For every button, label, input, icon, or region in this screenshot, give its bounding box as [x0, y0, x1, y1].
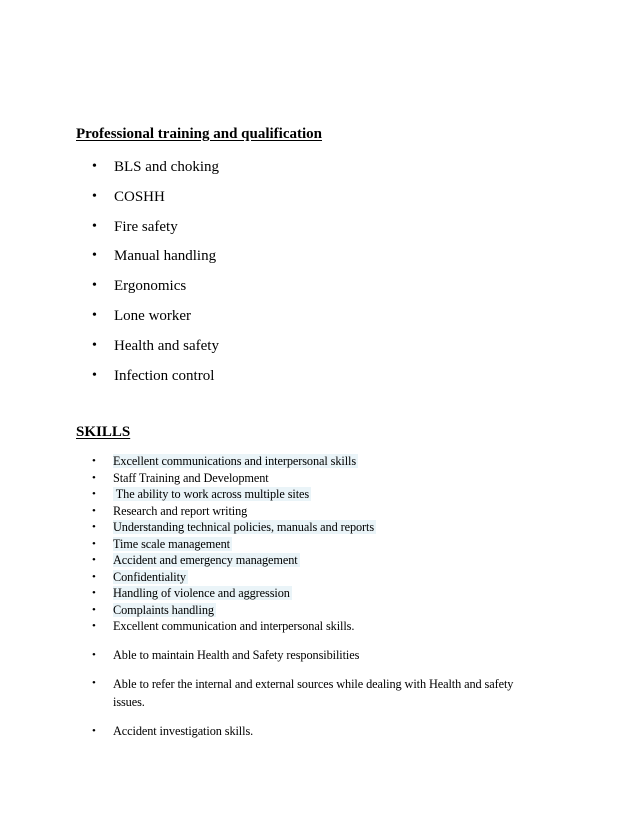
- list-item-text: Excellent communications and interpersonal skills: [113, 454, 357, 468]
- list-item: [92, 306, 219, 336]
- list-item-text: The ability to work across multiple sites: [113, 487, 310, 501]
- list-item-text: Complaints handling: [113, 602, 214, 617]
- bullet: •: [92, 570, 96, 583]
- list-item: [92, 602, 542, 619]
- list-item-text: Accident and emergency management: [113, 553, 298, 567]
- bullet: •: [92, 603, 96, 616]
- list-item: [92, 453, 542, 470]
- list-item: [92, 503, 542, 520]
- list-item-text: Ergonomics: [114, 278, 187, 295]
- list-item: [92, 246, 219, 276]
- list-item: [92, 552, 542, 569]
- list-item-text: BLS and choking: [114, 159, 219, 175]
- list-item-text: COSHH: [114, 188, 165, 205]
- bullet: •: [92, 537, 96, 550]
- list-item-text: Fire safety: [114, 218, 178, 235]
- list-item-text: Research and report writing: [113, 503, 248, 518]
- bullet: •: [92, 307, 97, 323]
- bullet: •: [92, 471, 96, 484]
- list-item: [92, 187, 219, 217]
- skills-heading: SKILLS: [76, 424, 131, 440]
- list-item: [92, 723, 542, 740]
- list-item: [92, 519, 542, 536]
- bullet: •: [92, 488, 96, 500]
- list-item: [92, 569, 542, 586]
- list-item: [92, 157, 219, 187]
- bullet: •: [92, 648, 96, 661]
- bullet: •: [92, 367, 97, 383]
- list-item: [92, 647, 542, 664]
- bullet: •: [92, 521, 96, 533]
- list-item: [92, 618, 542, 635]
- list-item-text: Staff Training and Development: [113, 470, 269, 485]
- list-item: [92, 470, 542, 487]
- list-item-text: Confidentiality: [113, 569, 186, 584]
- list-item: [92, 536, 542, 553]
- list-item: [92, 675, 542, 711]
- list-item-text: Accident investigation skills.: [113, 724, 254, 738]
- bullet: •: [92, 337, 97, 353]
- list-item-text: Excellent communication and interpersonal skills.: [113, 619, 355, 633]
- list-item-text: Understanding technical policies, manuals and reports: [113, 520, 375, 534]
- list-item: [92, 585, 542, 602]
- list-item: [92, 217, 219, 247]
- bullet: •: [92, 587, 96, 599]
- list-item-text: Infection control: [114, 367, 215, 384]
- bullet: •: [92, 725, 96, 737]
- bullet: •: [92, 188, 97, 204]
- list-item: [92, 366, 219, 396]
- list-item-text: Time scale management: [113, 536, 230, 551]
- training-heading: Professional training and qualification: [76, 126, 323, 142]
- list-item: [92, 486, 542, 503]
- bullet: •: [92, 159, 97, 174]
- list-item-text: Able to maintain Health and Safety responsibilities: [113, 647, 360, 662]
- list-item: [92, 276, 219, 306]
- list-item-text: Lone worker: [114, 307, 192, 324]
- skills-list: [92, 453, 542, 740]
- list-item: [92, 336, 219, 366]
- bullet: •: [92, 554, 96, 566]
- list-item-text: Manual handling: [114, 248, 217, 265]
- bullet: •: [92, 677, 96, 689]
- list-item-text: Health and safety: [114, 337, 219, 354]
- bullet: •: [92, 248, 97, 264]
- training-list: [92, 157, 219, 395]
- bullet: •: [92, 218, 97, 234]
- bullet: •: [92, 620, 96, 632]
- list-item-text: Handling of violence and aggression: [113, 586, 290, 600]
- bullet: •: [92, 504, 96, 517]
- bullet: •: [92, 278, 97, 294]
- bullet: •: [92, 455, 96, 467]
- list-item-text: Able to refer the internal and external sources while dealing with Health and safety issues.: [113, 677, 514, 709]
